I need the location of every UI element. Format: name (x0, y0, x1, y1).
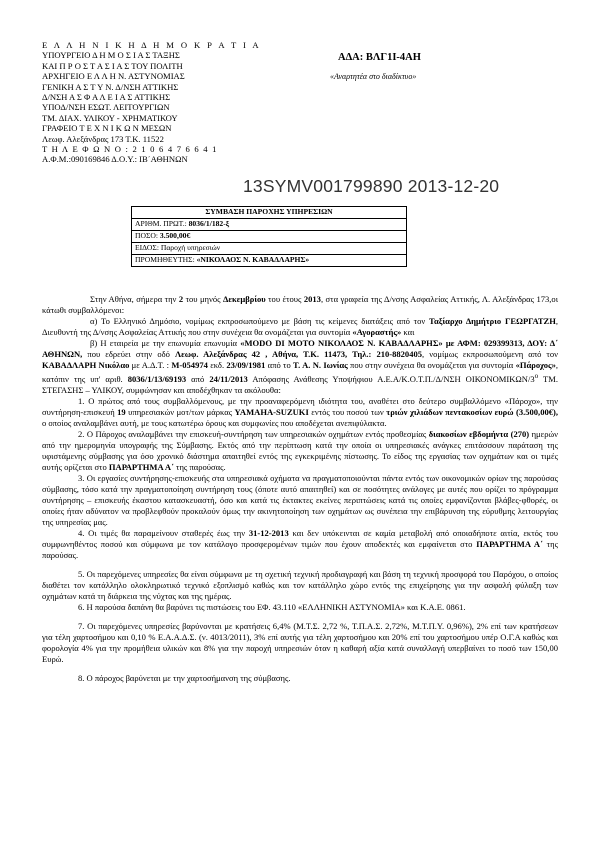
clause-2 (42, 429, 558, 473)
text-run: από (186, 373, 210, 384)
table-row (132, 219, 407, 231)
ada-code: ΑΔΑ: ΒΛΓ1Ι-4ΑΗ (338, 52, 421, 63)
contract-day: 2 (178, 294, 184, 304)
supplier-cell (132, 255, 407, 267)
contract-body (42, 294, 558, 684)
contract-amount-text: τριών χιλιάδων πεντακοσίων ευρώ (3.500,00€), (386, 406, 558, 417)
clause-7: 7. Οι παρεχόμενες υπηρεσίες βαρύνονται με κρατήσεις 6,4% (Μ.Τ.Σ. 2,72 %, Τ.Π.Α.Σ. 2,72%, Μ.Τ.Π.Υ. 0,96%), 2% επί των κρατήσεων για τέλη χαρτοσήμου και 0,10 % Ε.Α.Α.Δ.Σ. (ν. 4013/2011), 3% επί αυτής για τέλη χαρτοσήμου και 20% επί του χαρτοσήμου υπέρ Ο.Γ.Α καθώς και φορολογία 4% για την προμήθεια υλικών και 8% για την παροχή υπηρεσιών όταν η καθαρή αξία κατά συναλλαγή υπερβαίνει το ποσό των 150,00 Ευρώ. (42, 620, 558, 664)
clause-3: 3. Οι εργασίες συντήρησης-επισκευής στα υπηρεσιακά οχήματα να πραγματοποιούνται πάντα εντός των οικονομικών ορίων της παρούσας σύμβασης, τόσο κατά την πραγματοποίηση συντήρηση τους (όποτε αυτό απαιτηθεί) και σε ποσότητες ανάλογες με αυτές που ορίζει το πρόγραμμα συντήρησης – επισκευής έκαστου κατασκευαστή, όσο και κατά τις έκτακτες εκείνες περιπτώσεις κατά τις οποίες εμφανίζονται βλάβες-φθορές, οι οποίες ήταν αδύνατον να προβλεφθούν προκαλούν όμως την ακινητοποίηση των οχημάτων ως συνέπεια την επιβάρυνση της εύρυθμης λειτουργίας της υπηρεσίας μας. (42, 472, 558, 527)
header-line: ΑΡΧΗΓΕΙΟ Ε Λ Λ Η Ν. ΑΣΤΥΝΟΜΙΑΣ (42, 71, 185, 82)
text-run: της παρούσας. (42, 538, 558, 560)
party-b-paragraph (42, 338, 558, 396)
text-run: , κατόπιν της υπ' αριθ. (42, 360, 559, 384)
amount-value: 3.500,00€ (159, 231, 191, 241)
header-line: ΤΜ. ΔΙΑΧ. ΥΛΙΚΟΥ - ΧΡΗΜΑΤΙΚΟΥ (42, 112, 178, 123)
price-valid-until: 31-12-2013 (248, 527, 289, 538)
clause-6: 6. Η παρούσα δαπάνη θα βαρύνει τις πιστώσεις του ΕΦ. 43.110 «ΕΛΛΗΝΙΚΗ ΑΣΤΥΝΟΜΙΑ» και Κ.Α.Ε. 0861. (78, 601, 466, 612)
party-a-representative: Ταξίαρχο Δημήτριο ΓΕΩΡΓΑΤΖΗ (429, 316, 556, 326)
contract-month: Δεκεμβρίου (222, 294, 266, 304)
text-run: ο οποίος αναλαμβάνει αυτή, με τους κατωτέρω όρους και συμφωνίες που αποδέχεται ανεπιφύλακτα. (42, 417, 387, 428)
text-run: υπηρεσιακών μοτ/των μάρκας (125, 406, 235, 417)
protocol-label: ΑΡΙΘΜ. ΠΡΩΤ.: (135, 219, 187, 229)
party-b-representative: ΚΑΒΑΔΛΑΡΗ Νικόλαο (42, 360, 130, 370)
clause-1 (42, 396, 558, 429)
header-line: Τ Η Λ Ε Φ Ω Ν Ο : 2 1 0 6 4 7 6 6 4 1 (42, 144, 218, 155)
party-b-company: «MODO DI MOTO ΝΙΚΟΛΑΟΣ Ν. ΚΑΒΑΔΛΑΡΗΣ» με ΑΦΜ: 029399313, ΔΟΥ: Δ΄ ΑΘΗΝΩΝ, (42, 338, 558, 359)
protocol-value: 8036/1/182-ξ (188, 219, 230, 229)
header-line: ΓΡΑΦΕΙΟ Τ Ε Χ Ν Ι Κ Ω Ν ΜΕΣΩΝ (42, 123, 172, 134)
text-run: από το (265, 360, 294, 370)
text-run: και (401, 327, 415, 337)
protocol-cell (132, 219, 407, 231)
text-run: Απόφασης Ανάθεσης Υποψήφιου Α.Ε.Α/Κ.Ο.Τ.Π./Δ/ΝΣΗ ΟΙΚΟΝΟΜΙΚΩΝ/3 (247, 373, 535, 384)
vehicle-count: 19 (117, 406, 126, 417)
clause-5: 5. Οι παρεχόμενες υπηρεσίες θα είναι σύμφωνα με τη σχετική τεχνική προδιαγραφή και βάση τη τεχνική προσφορά του Παρόχου, ο οποίος διαθέτει τον κατάλληλο ολοκληρωτικό τεχνικό εξοπλισμό καθώς και τον κατάλληλο χώρο εντός της επιχείρησης για την ασφαλή φύλαξη των οχημάτων κατά τη διάρκεια της νύχτας και της ημέρας. (42, 568, 558, 601)
header-line: Α.Φ.Μ.:090169846 Δ.Ο.Υ.: ΙΒ΄ΑΘΗΝΩΝ (42, 154, 188, 165)
deadline-days: διακοσίων εβδομήντα (270) (428, 428, 530, 439)
ada-posting-note: «Αναρτητέα στο διαδίκτυο» (330, 72, 417, 81)
party-b-address: Λεωφ. Αλεξάνδρας 42 , Αθήνα, Τ.Κ. 11473, Τηλ.: 210-8820405 (175, 349, 423, 359)
text-run: εκδ. (207, 360, 227, 370)
supplier-label: ΠΡΟΜΗΘΕΥΤΗΣ: (135, 255, 195, 265)
party-b-id-date: 23/09/1981 (226, 360, 266, 370)
header-line: Λεωφ. Αλεξάνδρας 173 Τ.Κ. 11522 (42, 133, 164, 144)
type-value: Παροχή υπηρεσιών (160, 243, 221, 253)
header-line: Δ/ΝΣΗ Α Σ Φ Α Λ Ε Ι Α Σ ΑΤΤΙΚΗΣ (42, 92, 171, 103)
type-cell (132, 243, 407, 255)
header-line: ΚΑΙ Π Ρ Ο Σ Τ Α Σ Ι Α Σ ΤΟΥ ΠΟΛΙΤΗ (42, 60, 183, 71)
table-row (132, 231, 407, 243)
contract-summary-table (131, 206, 407, 267)
text-run: β) Η εταιρεία με την επωνυμία επωνυμία (90, 338, 241, 348)
text-run: που εδρεύει στην οδό (82, 349, 176, 359)
header-line: ΓΕΝΙΚΗ Α Σ Τ Υ Ν. Δ/ΝΣΗ ΑΤΤΙΚΗΣ (42, 81, 179, 92)
text-run: Στην Αθήνα, σήμερα την (90, 294, 179, 304)
decision-date: 24/11/2013 (209, 373, 248, 384)
amount-label: ΠΟΣΟ: (135, 231, 158, 241)
text-run: της παρούσας. (173, 461, 226, 472)
text-run: , νομίμως εκπροσωπούμενη από τον (422, 349, 558, 359)
superscript: ο (534, 372, 539, 380)
vehicle-brand: YAMAHA-SUZUKI (234, 406, 309, 417)
header-line: ΥΠΟΥΡΓΕΙΟ Δ Η Μ Ο Σ Ι Α Σ ΤΑΞΗΣ (42, 50, 180, 61)
annex-reference: ΠΑΡΑΡΤΗΜΑ Α΄ (476, 538, 543, 549)
registry-stamp: 13SYMV001799890 2013-12-20 (243, 176, 500, 196)
text-run: που στην συνέχεια θα ονομάζεται για συντομία (347, 360, 516, 370)
text-run: με Α.Δ.Τ. : (129, 360, 172, 370)
text-run: 4. Οι τιμές θα παραμείνουν σταθερές έως την (78, 527, 249, 538)
text-run: ημερών από την ημερομηνία υπογραφής της Σύμβασης. Εκτός από την περίπτωση κατά την οποία οι υπηρεσιακές ανάγκες επιτάσσουν παράταση της υφιστάμενης σύμβασης για όσο χρονικό διάστημα απαιτηθεί εντός της εγκεκριμένης πίστωσης. Το είδος της εργασίας των οχημάτων και οι τιμές αυτής ορίζεται στο (42, 428, 558, 472)
clause-4 (42, 528, 558, 561)
intro-paragraph (42, 294, 558, 316)
table-row (132, 243, 407, 255)
supplier-value: «ΝΙΚΟΛΑΟΣ Ν. ΚΑΒΑΔΛΑΡΗΣ» (196, 255, 310, 265)
issuer-header (42, 40, 264, 165)
clause-8: 8. Ο πάροχος βαρύνεται με την χαρτοσήμανση της σύμβασης. (78, 672, 291, 683)
text-run: ΤΜ. ΣΤΕΓΑΣΗΣ – ΥΛΙΚΟΥ, συμφώνησαν και αποδέχθηκαν τα ακόλουθα: (42, 373, 559, 395)
text-run: α) Το Ελληνικό Δημόσιο, νομίμως εκπροσωπούμενο με βάση τις κείμενες διατάξεις από τον (90, 316, 430, 326)
table-row (132, 207, 407, 219)
header-line: Ε Λ Λ Η Ν Ι Κ Η Δ Η Μ Ο Κ Ρ Α Τ Ι Α (42, 40, 261, 50)
contract-title: ΣΥΜΒΑΣΗ ΠΑΡΟΧΗΣ ΥΠΗΡΕΣΙΩΝ (132, 207, 407, 219)
decision-number: 8036/1/13/69193 (127, 373, 187, 384)
party-b-short-name: «Πάροχος» (515, 360, 556, 370)
party-b-id-authority: Τ. Α. Ν. Ιωνίας (293, 360, 348, 370)
text-run: του έτους (265, 294, 304, 304)
party-b-id-number: Μ-054974 (171, 360, 208, 370)
text-run: εντός του ποσού των (308, 406, 387, 417)
text-run: και δεν υπόκεινται σε καμία μεταβολή από οποιαδήποτε αιτία, εκτός του συμφωνηθέντος ποσού και σύμφωνα με τον κατάλογο προσφερομένων τιμών που έχουν αποδεκτές και εμφαίνεται στο (42, 527, 559, 549)
contract-year: 2013 (303, 294, 321, 304)
header-line: ΥΠΟΔ/ΝΣΗ ΕΣΩΤ. ΛΕΙΤΟΥΡΓΙΩΝ (42, 102, 170, 113)
party-a-paragraph (42, 316, 558, 338)
annex-reference: ΠΑΡΑΡΤΗΜΑ Α΄ (108, 461, 174, 472)
amount-cell (132, 231, 407, 243)
table-row (132, 255, 407, 267)
party-a-short-name: «Αγοραστής» (352, 327, 402, 337)
type-label: ΕΙΔΟΣ: (135, 243, 159, 253)
text-run: , στα γραφεία της Δ/νσης Ασφαλείας Αττικής, Λ. Αλεξάνδρας 173,οι κάτωθι συμβαλλόμενοι: (42, 294, 558, 315)
text-run: , Διευθυντή της Δ/νσης Ασφαλείας Αττικής που στην συνέχεια θα ονομάζεται για συντομία (42, 316, 559, 337)
text-run: 1. Ο πρώτος από τους συμβαλλόμενους, με την προαναφερόμενη ιδιότητα του, αναθέτει στο δεύτερο συμβαλλόμενο «Πάροχο», την συντήρηση-επισκευή (42, 395, 558, 417)
text-run: του μηνός (183, 294, 223, 304)
text-run: 2. Ο Πάροχος αναλαμβάνει την επισκευή-συντήρηση των υπηρεσιακών οχημάτων εντός προθεσμίας (78, 428, 429, 439)
